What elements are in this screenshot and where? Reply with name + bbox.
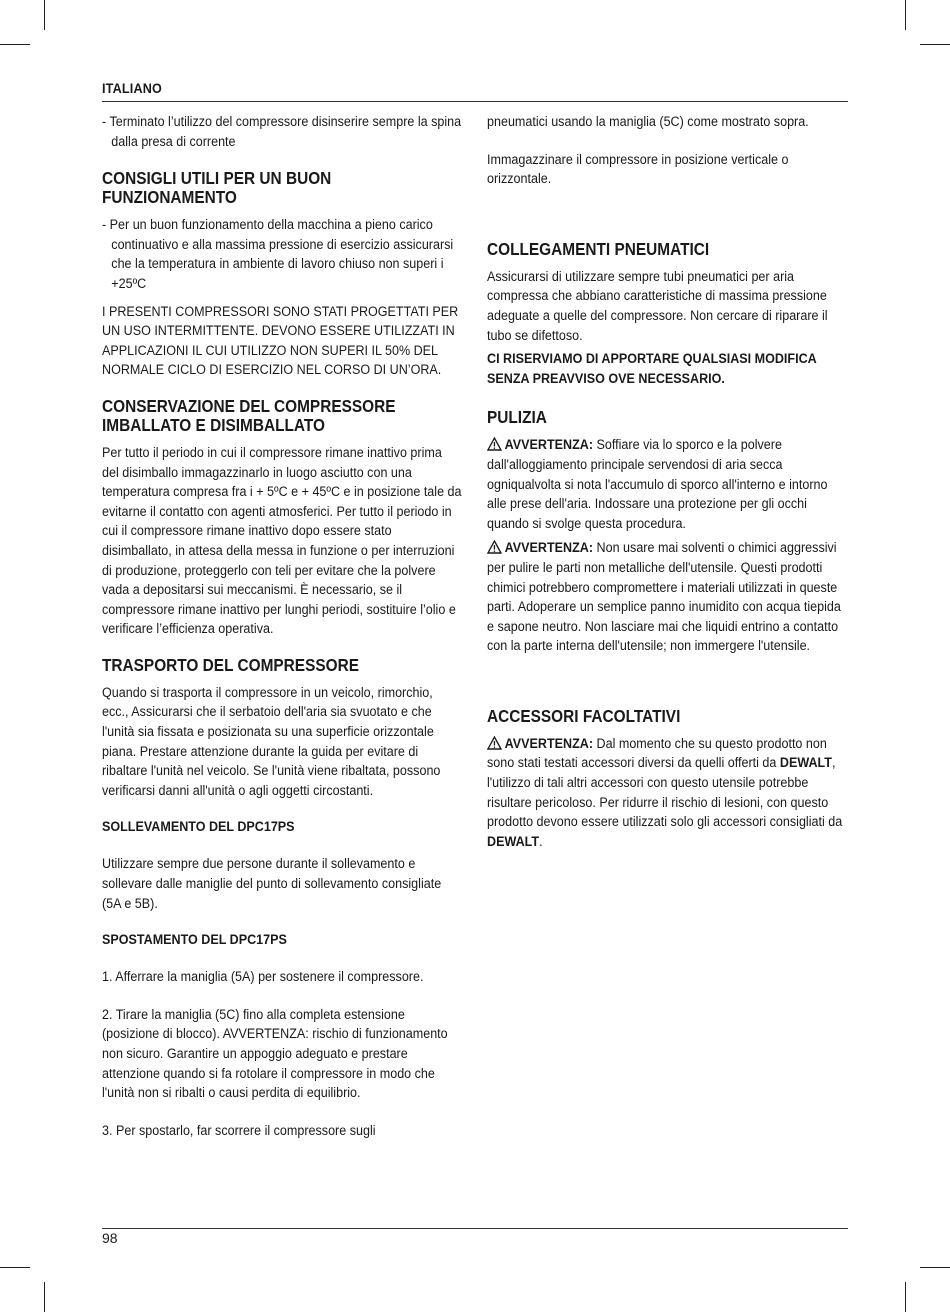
accessori-text-c: . — [539, 833, 543, 849]
crop-mark — [905, 1282, 906, 1312]
storage-text: Immagazzinare il compressore in posizione verticale o orizzontale. — [487, 151, 789, 187]
warning-triangle-icon — [487, 437, 502, 451]
pulizia-warning-1 — [487, 435, 849, 533]
conservazione-paragraph: Per tutto il periodo in cui il compressore rimane inattivo prima del disimballo immagazzinarlo in luogo asciutto con una temperatura compresa fra i + 5ºC e + 45ºC e in posizione tale da evitarne il contatto con agenti atmosferici. Per tutto il periodo in cui il compressore rimane inattivo dopo essere stato disimballato, in attesa della messa in funzione o per interruzioni di produzione, proteggerlo con teli per evitare che la polvere vada a depositarsi sui meccanismi. È necessario, se il compressore rimane inattivo per lunghi periodi, sostituire l’olio e verificare l’efficienza operativa. — [102, 444, 462, 637]
pulizia-warning-2 — [487, 538, 849, 656]
trasporto-paragraph: Quando si trasporta il compressore in un veicolo, rimorchio, ecc., Assicurarsi che il serbatoio dell'aria sia svuotato e che l'unità sia fissata e posizionata su una superficie orizzontale piana. Prestare attenzione durante la guida per evitare di ribaltare l'unità nel veicolo. Se l'unità viene ribaltata, possono verificarsi danni all'unità o agli oggetti circostanti. — [102, 684, 441, 798]
section-title-sollevamento: SOLLEVAMENTO DEL DPC17PS — [102, 819, 295, 835]
warning-label: AVVERTENZA: — [504, 437, 594, 453]
section-title-pulizia: PULIZIA — [487, 407, 547, 428]
section-title-accessori: ACCESSORI FACOLTATIVI — [487, 705, 681, 726]
consigli-caps-paragraph: I PRESENTI COMPRESSORI SONO STATI PROGETTATI PER UN USO INTERMITTENTE. DEVONO ESSERE UTILIZZATI IN APPLICAZIONI IL CUI UTILIZZO NON SUPERI IL 50% DEL NORMALE CICLO DI ESERCIZIO NEL CORSO DI UN’ORA. — [102, 303, 459, 378]
modifiche-note: CI RISERVIAMO DI APPORTARE QUALSIASI MODIFICA SENZA PREAVVISO OVE NECESSARIO. — [487, 351, 817, 386]
page-number: 98 — [102, 1230, 118, 1246]
accessori-text-a: Dal momento che su questo prodotto non sono stati testati accessori diversi da quelli offerti da — [487, 735, 827, 771]
section-title-conservazione: CONSERVAZIONE DEL COMPRESSORE IMBALLATO E DISIMBALLATO — [102, 395, 396, 435]
crop-mark — [905, 0, 906, 30]
section-title-trasporto: TRASPORTO DEL COMPRESSORE — [102, 654, 359, 675]
right-column — [487, 112, 849, 851]
warning-triangle-icon — [487, 736, 502, 750]
crop-mark — [920, 1267, 950, 1268]
accessori-text-b: , l'utilizzo di tali altri accessori con questo utensile potrebbe risultare pericoloso. Per ridurre il rischio di lesioni, con questo prodotto devono essere utilizzati solo gli accessori consigliati da — [487, 755, 843, 830]
footer-rule — [102, 1228, 848, 1229]
brand-name: DEWALT — [487, 833, 540, 849]
language-header: ITALIANO — [102, 80, 163, 96]
sollevamento-paragraph: Utilizzare sempre due persone durante il sollevamento e sollevare dalle maniglie del punto di sollevamento consigliate (5A e 5B). — [102, 856, 442, 911]
crop-mark — [44, 0, 45, 30]
continued-text: pneumatici usando la maniglia (5C) come mostrato sopra. — [487, 114, 809, 129]
crop-mark — [0, 44, 30, 45]
section-title-consigli: CONSIGLI UTILI PER UN BUON FUNZIONAMENTO — [102, 168, 332, 208]
consigli-bullet: - Per un buon funzionamento della macchina a pieno carico continuativo e alla massima pressione di esercizio assicurarsi che la temperatura in ambiente di lavoro chiuso non superi i +25ºC — [102, 217, 454, 291]
warning-label: AVVERTENZA: — [504, 540, 594, 556]
section-title-collegamenti: COLLEGAMENTI PNEUMATICI — [487, 238, 710, 259]
section-title-spostamento: SPOSTAMENTO DEL DPC17PS — [102, 932, 287, 948]
crop-mark — [0, 1267, 30, 1268]
crop-mark — [44, 1282, 45, 1312]
brand-name: DEWALT — [779, 755, 832, 771]
spostamento-step-2: 2. Tirare la maniglia (5C) fino alla completa estensione (posizione di blocco). AVVERTENZA: rischio di funzionamento non sicuro. Garantire un appoggio adeguato e prestare attenzione quando si fa rotolare il compressore in modo che l'unità non si ribalti o causi perdita di equilibrio. — [102, 1006, 448, 1101]
header-rule — [102, 101, 848, 102]
intro-bullet: - Terminato l’utilizzo del compressore disinserire sempre la spina dalla presa di corrente — [102, 114, 462, 149]
warning-label: AVVERTENZA: — [504, 735, 594, 751]
accessori-warning — [487, 734, 849, 852]
spostamento-step-1: 1. Afferrare la maniglia (5A) per sostenere il compressore. — [102, 969, 424, 985]
warning-triangle-icon — [487, 540, 502, 554]
left-column — [102, 112, 462, 1140]
collegamenti-paragraph: Assicurarsi di utilizzare sempre tubi pneumatici per aria compressa che abbiano caratteristiche di massima pressione adeguate a quelle del compressore. Non cercare di riparare il tubo se difettoso. — [487, 268, 828, 343]
warning-text: Soffiare via lo sporco e la polvere dall'alloggiamento principale servendosi di aria secca ogniqualvolta si nota l'accumulo di sporco all'interno e intorno alle prese dell'aria. Indossare una protezione per gli occhi quando si svolge questa procedura. — [487, 437, 828, 531]
warning-text: Non usare mai solventi o chimici aggressivi per pulire le parti non metalliche dell'utensile. Questi prodotti chimici potrebbero compromettere i materiali utilizzati in queste parti. Adoperare un semplice panno inumidito con acqua tiepida e sapone neutro. Non lasciare mai che liquidi entrino a contatto con la parte interna dell'utensile; non immergere l'utensile. — [487, 540, 841, 654]
spostamento-step-3: 3. Per spostarlo, far scorrere il compressore sugli — [102, 1122, 376, 1138]
crop-mark — [920, 44, 950, 45]
